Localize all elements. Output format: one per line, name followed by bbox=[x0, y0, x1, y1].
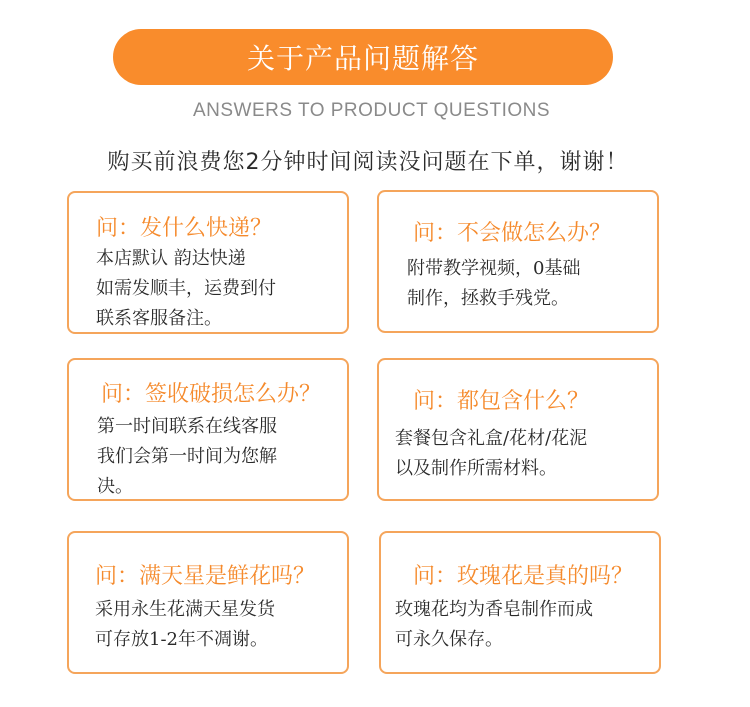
faq-question: 问：都包含什么？ bbox=[413, 389, 590, 414]
faq-card-babys-breath bbox=[67, 531, 349, 674]
faq-card-shipping bbox=[67, 191, 349, 334]
answer-line: 第一时间联系在线客服 bbox=[97, 416, 277, 437]
faq-answer bbox=[96, 244, 276, 334]
english-subtitle: ANSWERS TO PRODUCT QUESTIONS bbox=[192, 100, 551, 121]
answer-line: 本店默认 韵达快递 bbox=[96, 248, 246, 269]
answer-line: 采用永生花满天星发货 bbox=[95, 599, 275, 620]
answer-line: 决。 bbox=[97, 476, 133, 497]
answer-line: 玫瑰花均为香皂制作而成 bbox=[395, 599, 593, 620]
answer-line: 附带教学视频，0基础 bbox=[407, 258, 581, 279]
faq-answer bbox=[395, 595, 593, 655]
faq-question: 问：签收破损怎么办？ bbox=[101, 382, 322, 407]
faq-question: 问：不会做怎么办？ bbox=[413, 221, 612, 246]
faq-question: 问：玫瑰花是真的吗？ bbox=[413, 564, 634, 589]
faq-answer bbox=[407, 254, 580, 314]
title-banner bbox=[113, 29, 613, 85]
answer-line: 可永久保存。 bbox=[395, 629, 503, 650]
faq-card-damage bbox=[67, 358, 349, 501]
faq-card-how-to-make bbox=[377, 190, 659, 333]
answer-line: 制作，拯救手残党。 bbox=[407, 288, 569, 309]
answer-line: 我们会第一时间为您解 bbox=[97, 446, 277, 467]
answer-line: 以及制作所需材料。 bbox=[395, 458, 557, 479]
faq-card-roses bbox=[379, 531, 661, 674]
faq-answer bbox=[395, 424, 587, 484]
faq-question: 问：满天星是鲜花吗？ bbox=[95, 564, 316, 589]
answer-line: 可存放1-2年不凋谢。 bbox=[95, 629, 268, 650]
faq-question: 问：发什么快递？ bbox=[96, 216, 273, 241]
answer-line: 套餐包含礼盒/花材/花泥 bbox=[395, 428, 588, 449]
faq-card-contents bbox=[377, 358, 659, 501]
answer-line: 联系客服备注。 bbox=[96, 308, 222, 329]
faq-answer bbox=[97, 412, 277, 502]
answer-line: 如需发顺丰，运费到付 bbox=[96, 278, 276, 299]
notice-text: 购买前浪费您2分钟时间阅读没问题在下单，谢谢！ bbox=[107, 150, 629, 175]
banner-title: 关于产品问题解答 bbox=[246, 42, 479, 75]
faq-answer bbox=[95, 595, 275, 655]
